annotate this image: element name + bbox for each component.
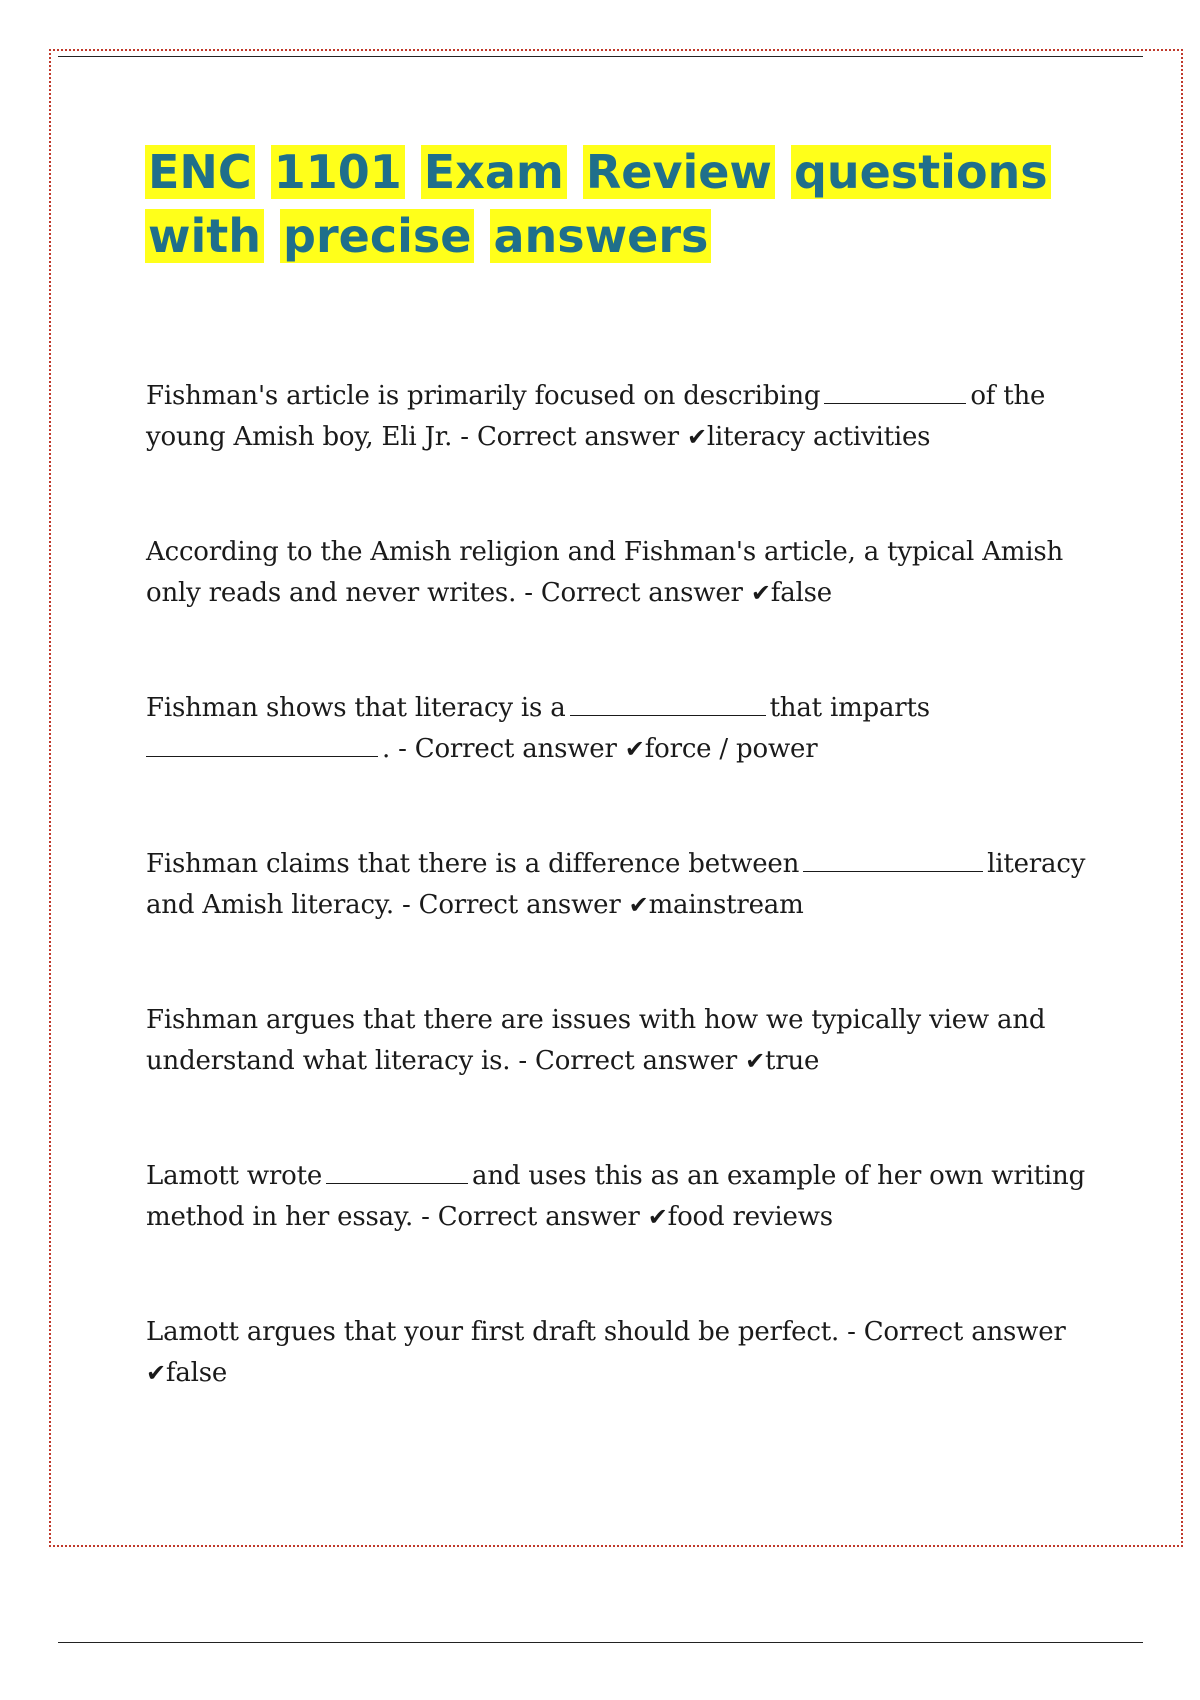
question-list bbox=[146, 376, 1106, 1468]
answer-text: true bbox=[764, 1046, 820, 1076]
title-word: ENC bbox=[145, 145, 255, 199]
question-text: that imparts bbox=[769, 693, 930, 723]
answer-blank bbox=[570, 691, 766, 716]
question-item-1 bbox=[146, 376, 1106, 458]
question-text: Lamott argues that your first draft should be perfect. - Correct answer bbox=[146, 1317, 1066, 1347]
answer-text: food reviews bbox=[667, 1202, 833, 1232]
question-text: . - Correct answer bbox=[382, 734, 617, 764]
question-item-3 bbox=[146, 688, 1106, 770]
question-text: Fishman's article is primarily focused on describing bbox=[146, 381, 821, 411]
title-word: questions bbox=[791, 145, 1051, 199]
question-item-7 bbox=[146, 1312, 1106, 1394]
checkmark-icon: ✔ bbox=[750, 579, 771, 607]
checkmark-icon: ✔ bbox=[647, 1203, 668, 1231]
title-word: Review bbox=[583, 145, 775, 199]
question-text: Lamott wrote bbox=[146, 1161, 323, 1191]
checkmark-icon: ✔ bbox=[686, 423, 707, 451]
question-text: of the young Amish boy, Eli Jr. - Correct answer bbox=[146, 381, 1046, 452]
answer-text: literacy activities bbox=[706, 422, 931, 452]
checkmark-icon: ✔ bbox=[146, 1359, 166, 1387]
title-word: answers bbox=[490, 209, 711, 263]
question-text: Fishman claims that there is a difference between bbox=[146, 849, 800, 879]
question-text: literacy and Amish literacy. - Correct answer bbox=[146, 849, 1086, 920]
question-item-4 bbox=[146, 844, 1106, 926]
question-item-6 bbox=[146, 1156, 1106, 1238]
question-text: Fishman shows that literacy is a bbox=[146, 693, 566, 723]
title-word: with bbox=[145, 209, 264, 263]
title-word: precise bbox=[280, 209, 474, 263]
question-item-2 bbox=[146, 532, 1106, 614]
title-word: 1101 bbox=[271, 145, 405, 199]
checkmark-icon: ✔ bbox=[628, 891, 649, 919]
title-word: Exam bbox=[421, 145, 567, 199]
answer-blank bbox=[326, 1159, 468, 1184]
question-text: Fishman argues that there are issues with how we typically view and understand what literacy is. - Correct answer bbox=[146, 1005, 1046, 1076]
answer-text: force / power bbox=[644, 734, 818, 764]
answer-text: mainstream bbox=[648, 890, 804, 920]
footer-rule bbox=[58, 1642, 1143, 1643]
answer-text: false bbox=[770, 578, 832, 608]
page-title bbox=[145, 140, 1095, 268]
answer-text: false bbox=[165, 1358, 228, 1388]
answer-blank bbox=[803, 847, 983, 872]
question-text: and uses this as an example of her own writing method in her essay. - Correct answer bbox=[146, 1161, 1086, 1232]
answer-blank bbox=[146, 732, 378, 757]
checkmark-icon: ✔ bbox=[624, 735, 645, 763]
answer-blank bbox=[824, 379, 966, 404]
header-rule bbox=[58, 56, 1143, 57]
checkmark-icon: ✔ bbox=[745, 1047, 765, 1075]
question-item-5 bbox=[146, 1000, 1106, 1082]
question-text: According to the Amish religion and Fishman's article, a typical Amish only reads and never writes. - Correct answer bbox=[146, 537, 1064, 608]
